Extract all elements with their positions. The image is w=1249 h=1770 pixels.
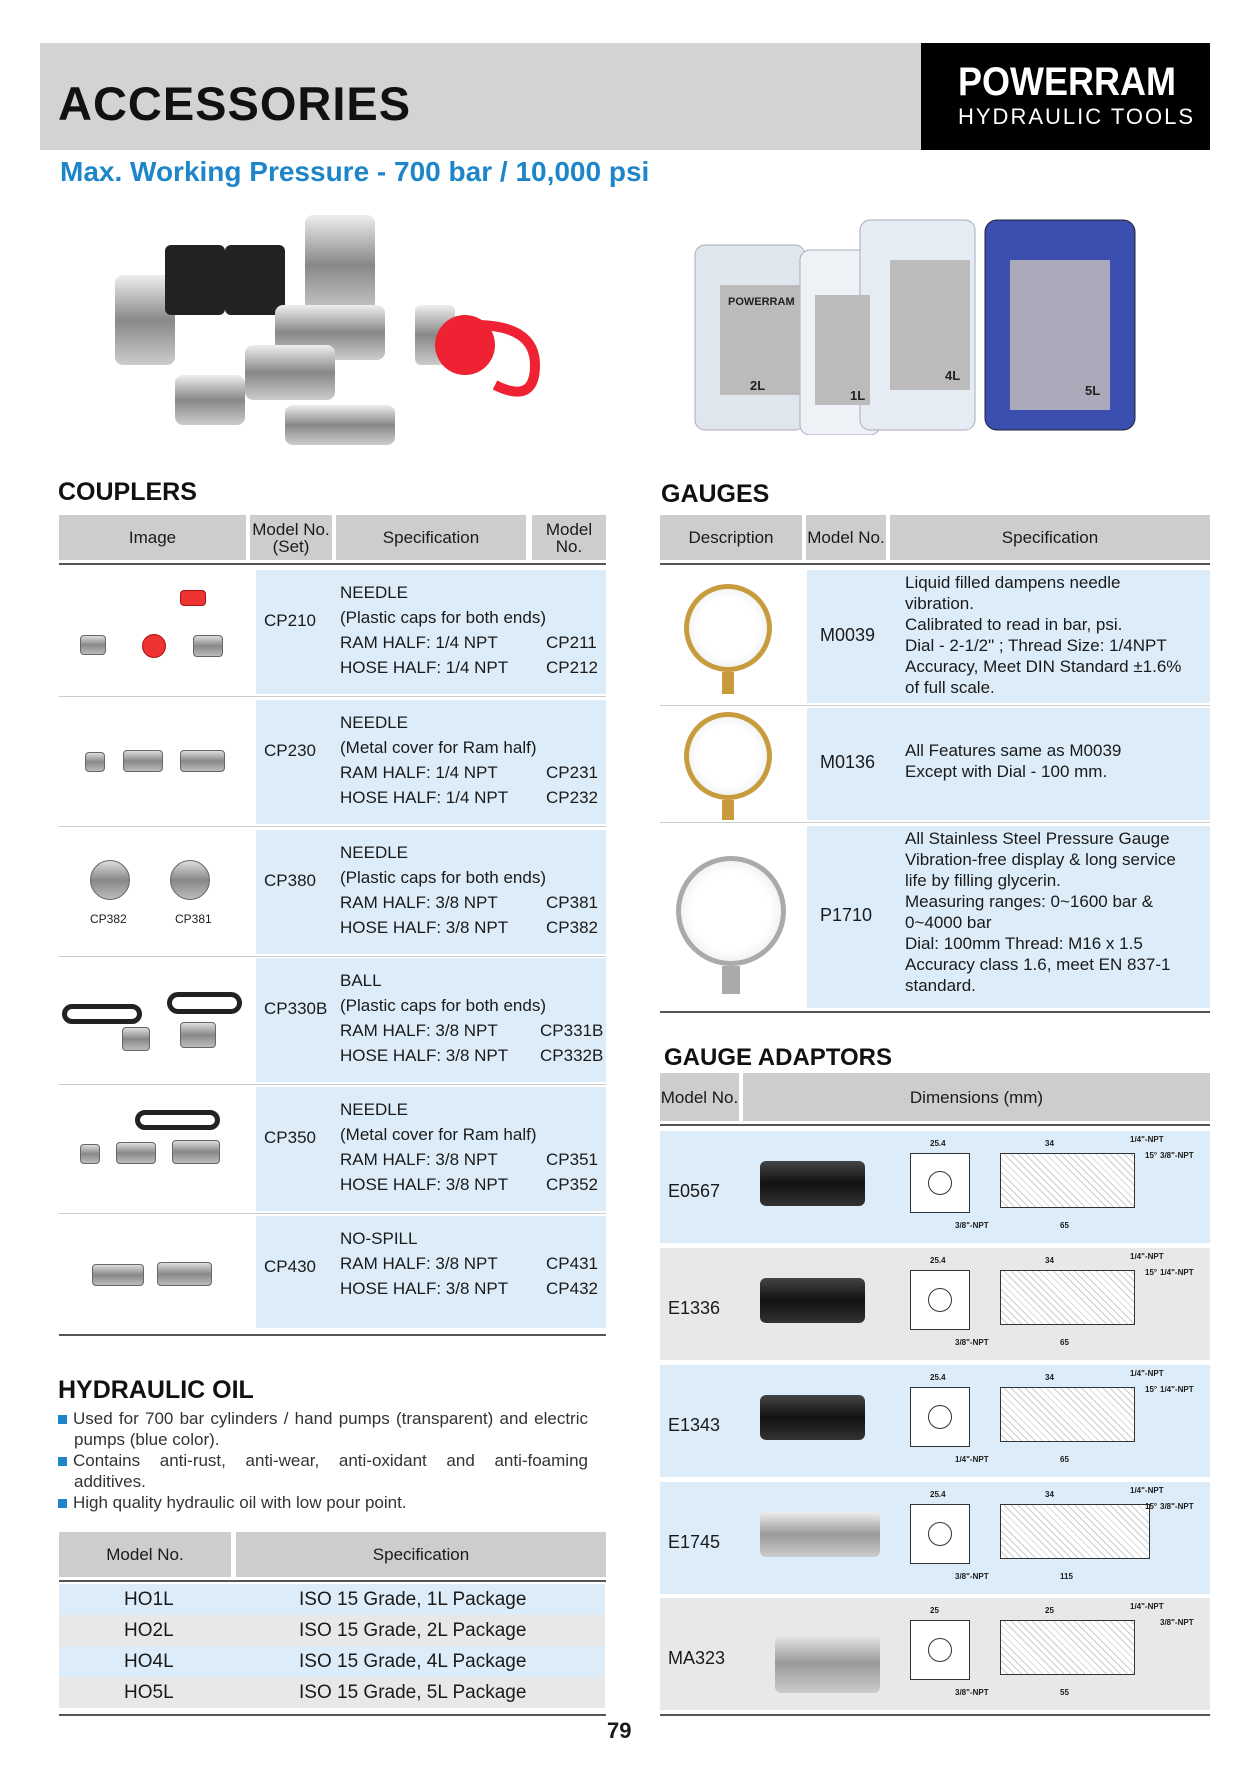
coupler-type: NEEDLE [340,1100,409,1119]
gauge-spec-line: Calibrated to read in bar, psi. [905,615,1123,634]
oil-row [59,1677,605,1708]
cp230-image [85,748,235,778]
coupler-ram-spec: RAM HALF: 1/4 NPT [340,763,498,782]
gauge-model: P1710 [820,905,873,925]
bottle-1l-size: 1L [850,388,866,403]
adaptor-port-circle [928,1171,952,1195]
coupler-ram-spec: RAM HALF: 3/8 NPT [340,1150,498,1169]
coupler-ram-model: CP331B [540,1021,604,1040]
coupler-ram-model: CP381 [546,893,598,912]
adaptor-model: E1745 [668,1532,721,1552]
coupler-set-model: CP350 [264,1128,316,1147]
page-number: 79 [607,1718,632,1743]
dim-angle: 15° [1145,1385,1158,1394]
pressure-subtitle: Max. Working Pressure - 700 bar / 10,000 psi [60,156,650,187]
gauge-spec-line: Accuracy class 1.6, meet EN 837-1 [905,955,1171,974]
m0136-gauge-stem [722,800,734,820]
gauges-header-model: Model No. [806,515,886,560]
oil-row [59,1615,605,1646]
bottle-4l-size: 4L [945,368,961,383]
gauge-divider [660,822,1210,823]
coupler-hose-model: CP332B [540,1046,604,1065]
coupler-ram-model: CP351 [546,1150,598,1169]
adaptor-model: E1343 [668,1415,721,1435]
gauge-model: M0136 [820,752,876,772]
dim-npt-top: 1/4"-NPT [1130,1135,1164,1144]
dim-angle: 15° [1145,1151,1158,1160]
gauge-spec-line: 0~4000 bar [905,913,992,932]
oil-bottles-photo [690,205,1140,435]
dim-offset: 34 [1045,1490,1054,1499]
coupler-type: BALL [340,971,382,990]
adaptor-photo [760,1278,865,1323]
adaptor-photo [775,1633,880,1693]
dim-length: 115 [1060,1572,1073,1581]
dim-npt-top: 1/4"-NPT [1130,1602,1164,1611]
bullet-icon [58,1415,67,1424]
cp381-image-label: CP381 [175,912,212,926]
dim-npt-inlet: 3/8"-NPT [955,1338,989,1347]
gauge-spec-line: Accuracy, Meet DIN Standard ±1.6% [905,657,1182,676]
dim-offset: 34 [1045,1373,1054,1382]
gauge-spec-line: Vibration-free display & long service [905,850,1176,869]
couplers-photo [105,205,565,465]
dim-length: 65 [1060,1221,1069,1230]
coupler-ram-spec: RAM HALF: 1/4 NPT [340,633,498,652]
gauge-spec-line: Except with Dial - 100 mm. [905,762,1108,781]
coupler-set-model: CP230 [264,741,316,760]
adaptor-section-view [1000,1504,1150,1559]
coupler-ram-spec: RAM HALF: 3/8 NPT [340,1021,498,1040]
dim-npt-top: 1/4"-NPT [1130,1486,1164,1495]
dim-angle: 15° [1145,1268,1158,1277]
adaptors-header-model: Model No. [660,1073,739,1121]
gauge-model: M0039 [820,624,876,645]
adaptor-port-circle [928,1638,952,1662]
dim-length: 55 [1060,1688,1069,1697]
dim-npt-inlet: 3/8"-NPT [955,1572,989,1581]
coupler-note: (Metal cover for Ram half) [340,1125,537,1144]
p1710-gauge-image [676,856,786,966]
adaptor-photo [760,1395,865,1440]
brand-logo-subtitle: HYDRAULIC TOOLS [958,104,1196,129]
gauge-spec-line: All Features same as M0039 [905,741,1122,760]
dim-offset: 25 [1045,1606,1054,1615]
dim-length: 65 [1060,1338,1069,1347]
coupler-set-model: CP210 [264,611,316,630]
bullet-icon [58,1457,67,1466]
adaptor-section-view [1000,1387,1135,1442]
gauge-spec-line: All Stainless Steel Pressure Gauge [905,829,1170,848]
adaptor-model: E0567 [668,1181,721,1201]
adaptor-model: E1336 [668,1298,721,1318]
bottle-2l-size: 2L [750,378,766,393]
oil-spec: ISO 15 Grade, 4L Package [299,1651,527,1672]
couplers-header-spec: Specification [336,515,526,560]
bullet-item-3: High quality hydraulic oil with low pour point. [58,1492,588,1513]
adaptor-port-circle [928,1522,952,1546]
dim-npt-top: 1/4"-NPT [1130,1369,1164,1378]
gauge-adaptors-title: GAUGE ADAPTORS [664,1044,893,1071]
dim-npt-inlet: 1/4"-NPT [955,1455,989,1464]
bottle-2l-brand: POWERRAM [728,296,795,308]
coupler-hose-spec: HOSE HALF: 3/8 NPT [340,918,509,937]
cp380-image [82,860,232,930]
coupler-divider [59,696,606,697]
cp430-image [92,1262,232,1292]
dim-npt-inlet: 3/8"-NPT [955,1688,989,1697]
cp330b-image [62,992,247,1062]
oil-spec: ISO 15 Grade, 1L Package [299,1589,527,1610]
coupler-divider [59,826,606,827]
adaptor-port-circle [928,1405,952,1429]
cp382-image-label: CP382 [90,912,127,926]
oil-header-model: Model No. [59,1532,231,1577]
bottle-5l-size: 5L [1085,383,1101,398]
dim-width: 25.4 [930,1490,946,1499]
dim-length: 65 [1060,1455,1069,1464]
coupler-type: NO-SPILL [340,1229,418,1248]
oil-header-spec: Specification [236,1532,606,1577]
coupler-hose-model: CP382 [546,918,598,937]
couplers-title: COUPLERS [58,478,197,506]
coupler-set-model: CP330B [264,999,328,1018]
m0039-gauge-image [684,584,772,672]
cp210-image [80,590,240,670]
gauge-spec-line: Measuring ranges: 0~1600 bar & [905,892,1154,911]
coupler-ram-spec: RAM HALF: 3/8 NPT [340,893,498,912]
dim-npt-side: 3/8"-NPT [1160,1618,1194,1627]
coupler-note: (Plastic caps for both ends) [340,868,546,887]
dim-npt-side: 3/8"-NPT [1160,1502,1194,1511]
dim-width: 25.4 [930,1256,946,1265]
couplers-header-image: Image [59,515,246,560]
oil-row [59,1646,605,1677]
oil-model: HO2L [124,1620,174,1641]
oil-model: HO4L [124,1651,174,1672]
hydraulic-oil-title: HYDRAULIC OIL [58,1376,254,1404]
coupler-note: (Plastic caps for both ends) [340,996,546,1015]
dim-npt-side: 3/8"-NPT [1160,1151,1194,1160]
gauge-spec-line: Dial: 100mm Thread: M16 x 1.5 [905,934,1143,953]
dim-npt-side: 1/4"-NPT [1160,1385,1194,1394]
adaptors-header-dims: Dimensions (mm) [743,1073,1210,1121]
oil-model: HO5L [124,1682,174,1703]
coupler-hose-spec: HOSE HALF: 1/4 NPT [340,658,509,677]
coupler-ram-spec: RAM HALF: 3/8 NPT [340,1254,498,1273]
cp350-image [80,1110,240,1170]
coupler-ram-model: CP431 [546,1254,598,1273]
p1710-gauge-stem [722,966,740,994]
gauge-divider [660,705,1210,706]
adaptor-section-view [1000,1153,1135,1208]
adaptor-section-view [1000,1620,1135,1675]
gauges-header-desc: Description [660,515,802,560]
coupler-type: NEEDLE [340,583,409,602]
dim-npt-top: 1/4"-NPT [1130,1252,1164,1261]
dim-npt-side: 1/4"-NPT [1160,1268,1194,1277]
dim-offset: 34 [1045,1139,1054,1148]
coupler-ram-model: CP231 [546,763,598,782]
coupler-hose-model: CP212 [546,658,598,677]
adaptors-header-rule [660,1124,1210,1126]
oil-header-rule [59,1580,606,1582]
adaptor-section-view [1000,1270,1135,1325]
coupler-divider [59,956,606,957]
adaptor-model: MA323 [668,1648,726,1668]
oil-row [59,1584,605,1615]
adaptors-bottom-rule [660,1714,1210,1716]
gauges-header-rule [660,563,1210,565]
coupler-hose-model: CP352 [546,1175,598,1194]
coupler-set-model: CP430 [264,1257,316,1276]
m0136-gauge-image [684,712,772,800]
oil-bottom-rule [59,1714,606,1716]
oil-model: HO1L [124,1589,174,1610]
dim-width: 25.4 [930,1373,946,1382]
couplers-header-model-set: Model No. (Set) [250,515,332,560]
bullet-item-1: Used for 700 bar cylinders / hand pumps (transparent) and electric pumps (blue color). [58,1408,588,1450]
couplers-header-model: Model No. [532,515,606,560]
gauges-title: GAUGES [661,480,770,508]
gauge-spec-line: Dial - 2-1/2" ; Thread Size: 1/4NPT [905,636,1167,655]
dim-offset: 34 [1045,1256,1054,1265]
coupler-hose-spec: HOSE HALF: 3/8 NPT [340,1175,509,1194]
dim-width: 25 [930,1606,939,1615]
adaptor-photo [760,1512,880,1557]
gauge-spec-line: vibration. [905,594,974,613]
coupler-divider [59,1084,606,1085]
couplers-bottom-rule [59,1334,606,1336]
oil-spec: ISO 15 Grade, 2L Package [299,1620,527,1641]
gauges-bottom-rule [660,1011,1210,1013]
dim-angle: 15° [1145,1502,1158,1511]
hydraulic-oil-bullets [58,1408,588,1513]
bullet-item-2: Contains anti-rust, anti-wear, anti-oxidant and anti-foaming additives. [58,1450,588,1492]
bullet-icon [58,1499,67,1508]
coupler-hose-model: CP432 [546,1279,598,1298]
coupler-set-model: CP380 [264,871,316,890]
coupler-hose-model: CP232 [546,788,598,807]
oil-spec: ISO 15 Grade, 5L Package [299,1682,527,1703]
gauge-spec-line: Liquid filled dampens needle [905,573,1121,592]
coupler-type: NEEDLE [340,713,409,732]
page-title: ACCESSORIES [58,77,412,130]
gauge-spec-line: life by filling glycerin. [905,871,1061,890]
dim-npt-inlet: 3/8"-NPT [955,1221,989,1230]
brand-logo-name: POWERRAM [958,60,1176,104]
adaptor-port-circle [928,1288,952,1312]
coupler-type: NEEDLE [340,843,409,862]
gauge-spec-line: of full scale. [905,678,995,697]
m0039-gauge-stem [722,672,734,694]
coupler-note: (Metal cover for Ram half) [340,738,537,757]
gauges-header-spec: Specification [890,515,1210,560]
gauge-spec-line: standard. [905,976,976,995]
dim-width: 25.4 [930,1139,946,1148]
couplers-header-rule [59,563,606,565]
coupler-hose-spec: HOSE HALF: 3/8 NPT [340,1046,509,1065]
coupler-hose-spec: HOSE HALF: 1/4 NPT [340,788,509,807]
coupler-note: (Plastic caps for both ends) [340,608,546,627]
coupler-ram-model: CP211 [546,633,597,652]
coupler-hose-spec: HOSE HALF: 3/8 NPT [340,1279,509,1298]
adaptor-photo [760,1161,865,1206]
coupler-divider [59,1213,606,1214]
